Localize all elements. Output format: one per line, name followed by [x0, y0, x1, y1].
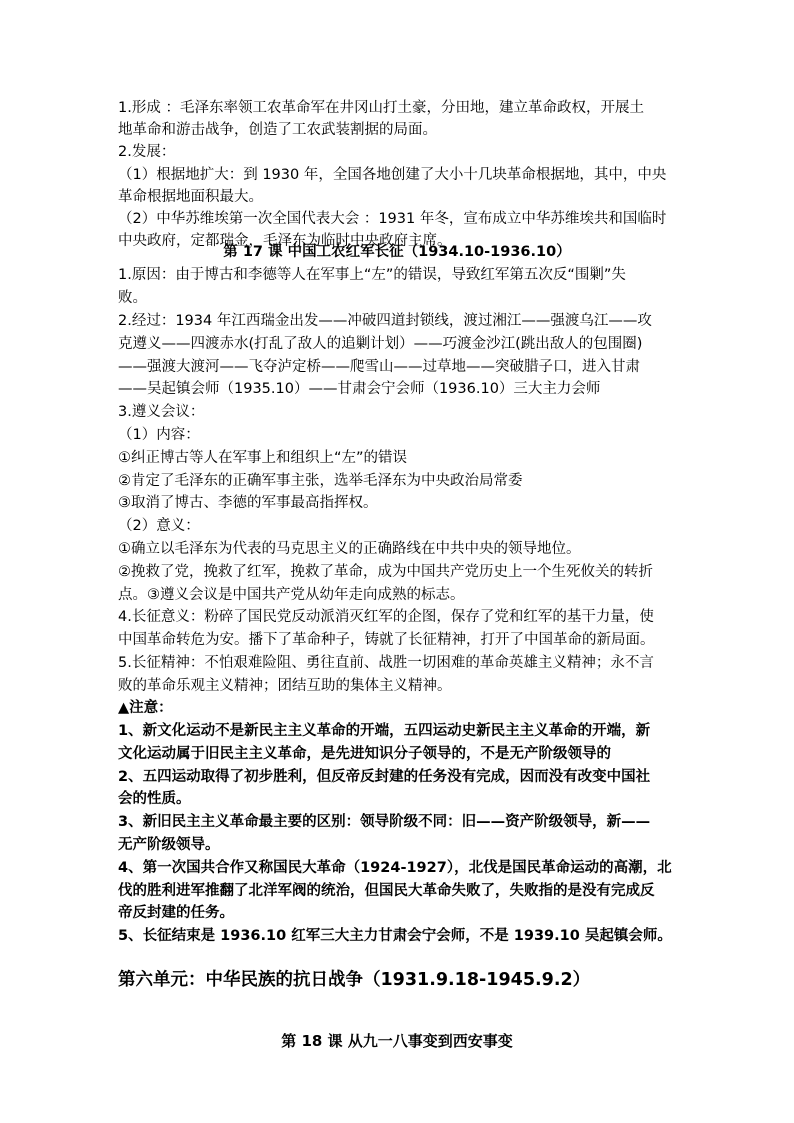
note-line: 2、五四运动取得了初步胜利，但反帝反封建的任务没有完成，因而没有改变中国社	[118, 769, 651, 785]
paragraph-line: ①纠正博古等人在军事上和组织上“左”的错误	[118, 450, 408, 466]
unit-6-heading: 第六单元：中华民族的抗日战争（1931.9.18-1945.9.2）	[118, 970, 591, 990]
paragraph-line: 革命根据地面积最大。	[118, 189, 263, 205]
paragraph-line: 4.长征意义：粉碎了国民党反动派消灭红军的企图，保存了党和红军的基干力量，使	[118, 609, 654, 625]
paragraph-line: 克遵义——四渡赤水(打乱了敌人的追剿计划）——巧渡金沙江(跳出敌人的包围圈)	[118, 336, 643, 352]
paragraph-line: 中央政府，定都瑞金，毛泽东为临时中央政府主席。	[118, 233, 452, 249]
note-line: 无产阶级领导。	[118, 837, 220, 853]
paragraph-line: 1.形成 ：毛泽东率领工农革命军在井冈山打土豪，分田地，建立革命政权，开展土	[118, 100, 644, 116]
paragraph-line: 2.发展：	[118, 144, 176, 160]
lesson-18-heading: 第 18 课 从九一八事变到西安事变	[281, 1032, 513, 1050]
note-line: 会的性质。	[118, 791, 191, 807]
paragraph-line: 3.遵义会议：	[118, 404, 205, 420]
lesson-17-heading: 第 17 课 中国工农红军长征（1934.10-1936.10）	[223, 244, 571, 260]
paragraph-line: 2.经过：1934 年江西瑞金出发——冲破四道封锁线，渡过湘江——强渡乌江——攻	[118, 313, 652, 329]
note-line: 伐的胜利进军推翻了北洋军阀的统治，但国民大革命失败了，失败指的是没有完成反	[118, 883, 655, 899]
note-line: 3、新旧民主主义革命最主要的区别：领导阶级不同：旧——资产阶级领导，新——	[118, 814, 651, 830]
paragraph-line: （2）意义：	[118, 518, 200, 534]
paragraph-line: 败的革命乐观主义精神；团结互助的集体主义精神。	[118, 678, 452, 694]
paragraph-line: 1.原因：由于博古和李德等人在军事上“左”的错误，导致红军第五次反“围剿”失	[118, 267, 626, 283]
paragraph-line: 5.长征精神：不怕艰难险阻、勇往直前、战胜一切困难的革命英雄主义精神；永不言	[118, 655, 654, 671]
paragraph-line: ——强渡大渡河——飞夺泸定桥——爬雪山——过草地——突破腊子口，进入甘肃	[118, 359, 640, 375]
paragraph-line: ②挽救了党，挽救了红军，挽救了革命，成为中国共产党历史上一个生死攸关的转折	[118, 564, 653, 580]
paragraph-line: 中国革命转危为安。播下了革命种子，铸就了长征精神，打开了中国革命的新局面。	[118, 632, 655, 648]
paragraph-line: 地革命和游击战争，创造了工农武装割据的局面。	[118, 122, 437, 138]
note-line: 1、新文化运动不是新民主主义革命的开端，五四运动史新民主主义革命的开端，新	[118, 723, 651, 739]
paragraph-line: ②肯定了毛泽东的正确军事主张，选举毛泽东为中央政治局常委	[118, 473, 523, 489]
paragraph-line: ——吴起镇会师（1935.10）——甘肃会宁会师（1936.10）三大主力会师	[118, 381, 601, 397]
note-line: 5、长征结束是 1936.10 红军三大主力甘肃会宁会师，不是 1939.10 吴起镇会师。	[118, 928, 672, 944]
paragraph-line: 败。	[118, 290, 147, 306]
note-heading: ▲注意：	[118, 700, 173, 716]
paragraph-line: （1）根据地扩大：到 1930 年，全国各地创建了大小十几块革命根据地，其中，中央	[118, 167, 667, 183]
paragraph-line: ③取消了博古、李德的军事最高指挥权。	[118, 495, 378, 511]
paragraph-line: （1）内容：	[118, 427, 200, 443]
paragraph-line: ①确立以毛泽东为代表的马克思主义的正确路线在中共中央的领导地位。	[118, 541, 581, 557]
note-line: 文化运动属于旧民主主义革命，是先进知识分子领导的，不是无产阶级领导的	[118, 746, 611, 762]
paragraph-line: 点。③遵义会议是中国共产党从幼年走向成熟的标志。	[118, 587, 465, 603]
paragraph-line: （2）中华苏维埃第一次全国代表大会 ：1931 年冬，宣布成立中华苏维埃共和国临时	[118, 211, 667, 227]
note-line: 帝反封建的任务。	[118, 905, 234, 921]
note-line: 4、第一次国共合作又称国民大革命（1924-1927），北伐是国民革命运动的高潮，北	[118, 860, 672, 876]
